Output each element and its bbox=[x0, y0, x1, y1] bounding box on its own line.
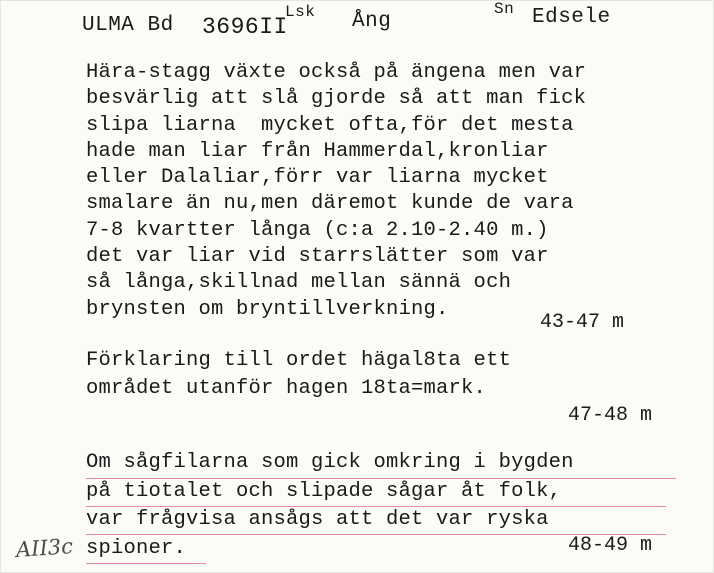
text-line: besvärlig att slå gjorde så att man fick bbox=[86, 87, 587, 111]
text-line: Om sågfilarna som gick omkring i bygden bbox=[86, 451, 574, 474]
tape-reference: 43-47 m bbox=[540, 311, 625, 334]
pink-underline bbox=[86, 563, 206, 564]
text-line: hade man liar från Hammerdal,kronliar bbox=[86, 139, 549, 163]
text-line: 7-8 kvartter långa (c:a 2.10-2.40 m.) bbox=[86, 218, 549, 242]
lsk-label: Lsk bbox=[285, 3, 316, 21]
text-line: Hära-stagg växte också på ängena men var bbox=[86, 61, 587, 84]
text-line: området utanför hagen 18ta=mark. bbox=[86, 377, 487, 400]
text-line: spioner. bbox=[86, 536, 187, 560]
card-header bbox=[0, 0, 714, 50]
archive-code: ULMA Bd bbox=[82, 14, 174, 37]
text-line: det var liar vid starrslätter som var bbox=[86, 245, 549, 269]
text-line: slipa liarna mycket ofta,för det mesta bbox=[86, 113, 574, 137]
tape-reference: 47-48 m bbox=[568, 404, 653, 427]
paragraph-definition bbox=[86, 347, 696, 403]
handwritten-classification: AII3c bbox=[15, 534, 74, 562]
record-number: 3696II bbox=[202, 14, 288, 40]
text-line: smalare än nu,men däremot kunde de vara bbox=[86, 192, 574, 216]
text-line: på tiotalet och slipade sågar åt folk, bbox=[86, 479, 562, 503]
text-line: så långa,skillnad mellan sännä och bbox=[86, 271, 512, 295]
text-line: eller Dalaliar,förr var liarna mycket bbox=[86, 166, 549, 190]
text-line: var frågvisa ansågs att det var ryska bbox=[86, 508, 549, 531]
place-name: Ång bbox=[352, 10, 392, 33]
parish-name: Edsele bbox=[532, 6, 611, 29]
tape-reference: 48-49 m bbox=[568, 534, 653, 557]
paragraph-scythes bbox=[86, 60, 696, 323]
text-line: Förklaring till ordet hägal8ta ett bbox=[86, 349, 512, 372]
text-line: brynsten om bryntillverkning. bbox=[86, 297, 449, 321]
sn-label: Sn bbox=[494, 0, 515, 18]
